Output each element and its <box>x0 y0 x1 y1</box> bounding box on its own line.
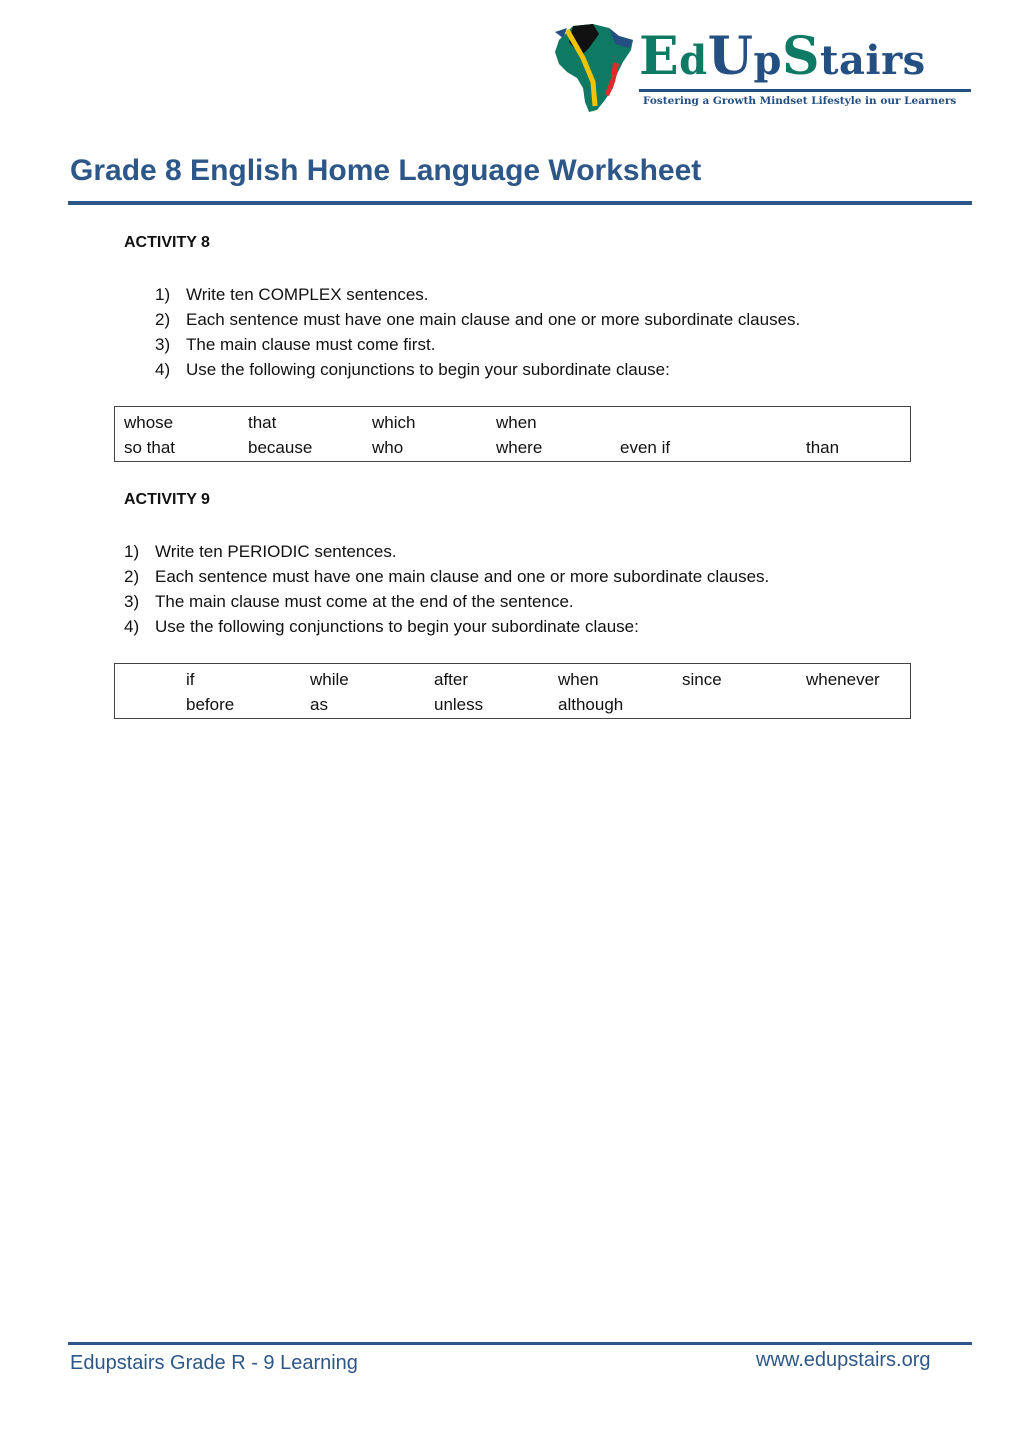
conjunction: since <box>682 670 722 689</box>
conjunction: so that <box>124 438 176 457</box>
conjunction: whose <box>124 413 174 432</box>
activity-9-conjunctions-box <box>114 663 911 719</box>
conjunction: if <box>186 670 195 689</box>
conjunction: that <box>248 413 277 432</box>
conjunction: than <box>806 438 840 457</box>
list-item: 4) Use the following conjunctions to begin your subordinate clause: <box>124 617 639 636</box>
conjunction: although <box>558 695 624 714</box>
footer-divider <box>68 1342 972 1345</box>
conjunction: who <box>372 438 404 457</box>
conjunction: whenever <box>806 670 880 689</box>
brand-logo <box>553 22 973 117</box>
page-title: Grade 8 English Home Language Worksheet <box>70 154 702 187</box>
list-item: 4) Use the following conjunctions to begin your subordinate clause: <box>155 360 670 379</box>
list-item: 1) Write ten PERIODIC sentences. <box>124 542 397 561</box>
conjunction: unless <box>434 695 484 714</box>
list-item: 3) The main clause must come first. <box>155 335 436 354</box>
activity-9-heading: ACTIVITY 9 <box>124 491 210 508</box>
conjunction: where <box>496 438 543 457</box>
activity-8-instructions <box>155 282 915 382</box>
logo-underline <box>639 89 971 92</box>
activity-9-instructions <box>124 539 914 639</box>
footer-website-link[interactable]: www.edupstairs.org <box>756 1349 931 1371</box>
footer-label: Edupstairs Grade R - 9 Learning <box>70 1352 358 1374</box>
activity-8-conjunctions-box <box>114 406 911 462</box>
list-item: 2) Each sentence must have one main clause and one or more subordinate clauses. <box>124 567 770 586</box>
conjunction: when <box>496 413 537 432</box>
list-item: 3) The main clause must come at the end of the sentence. <box>124 592 574 611</box>
title-divider <box>68 201 972 205</box>
brand-wordmark: EdUpStairs <box>639 26 926 87</box>
list-item: 2) Each sentence must have one main clause and one or more subordinate clauses. <box>155 310 801 329</box>
conjunction: which <box>372 413 416 432</box>
conjunction: when <box>558 670 599 689</box>
conjunction: before <box>186 695 235 714</box>
conjunction: while <box>310 670 349 689</box>
africa-map-icon <box>553 22 637 114</box>
logo-tagline: Fostering a Growth Mindset Lifestyle in our Learners <box>643 95 957 107</box>
conjunction: as <box>310 695 328 714</box>
activity-8-heading: ACTIVITY 8 <box>124 234 210 251</box>
list-item: 1) Write ten COMPLEX sentences. <box>155 285 429 304</box>
conjunction: after <box>434 670 469 689</box>
conjunction: even if <box>620 438 671 457</box>
conjunction: because <box>248 438 313 457</box>
